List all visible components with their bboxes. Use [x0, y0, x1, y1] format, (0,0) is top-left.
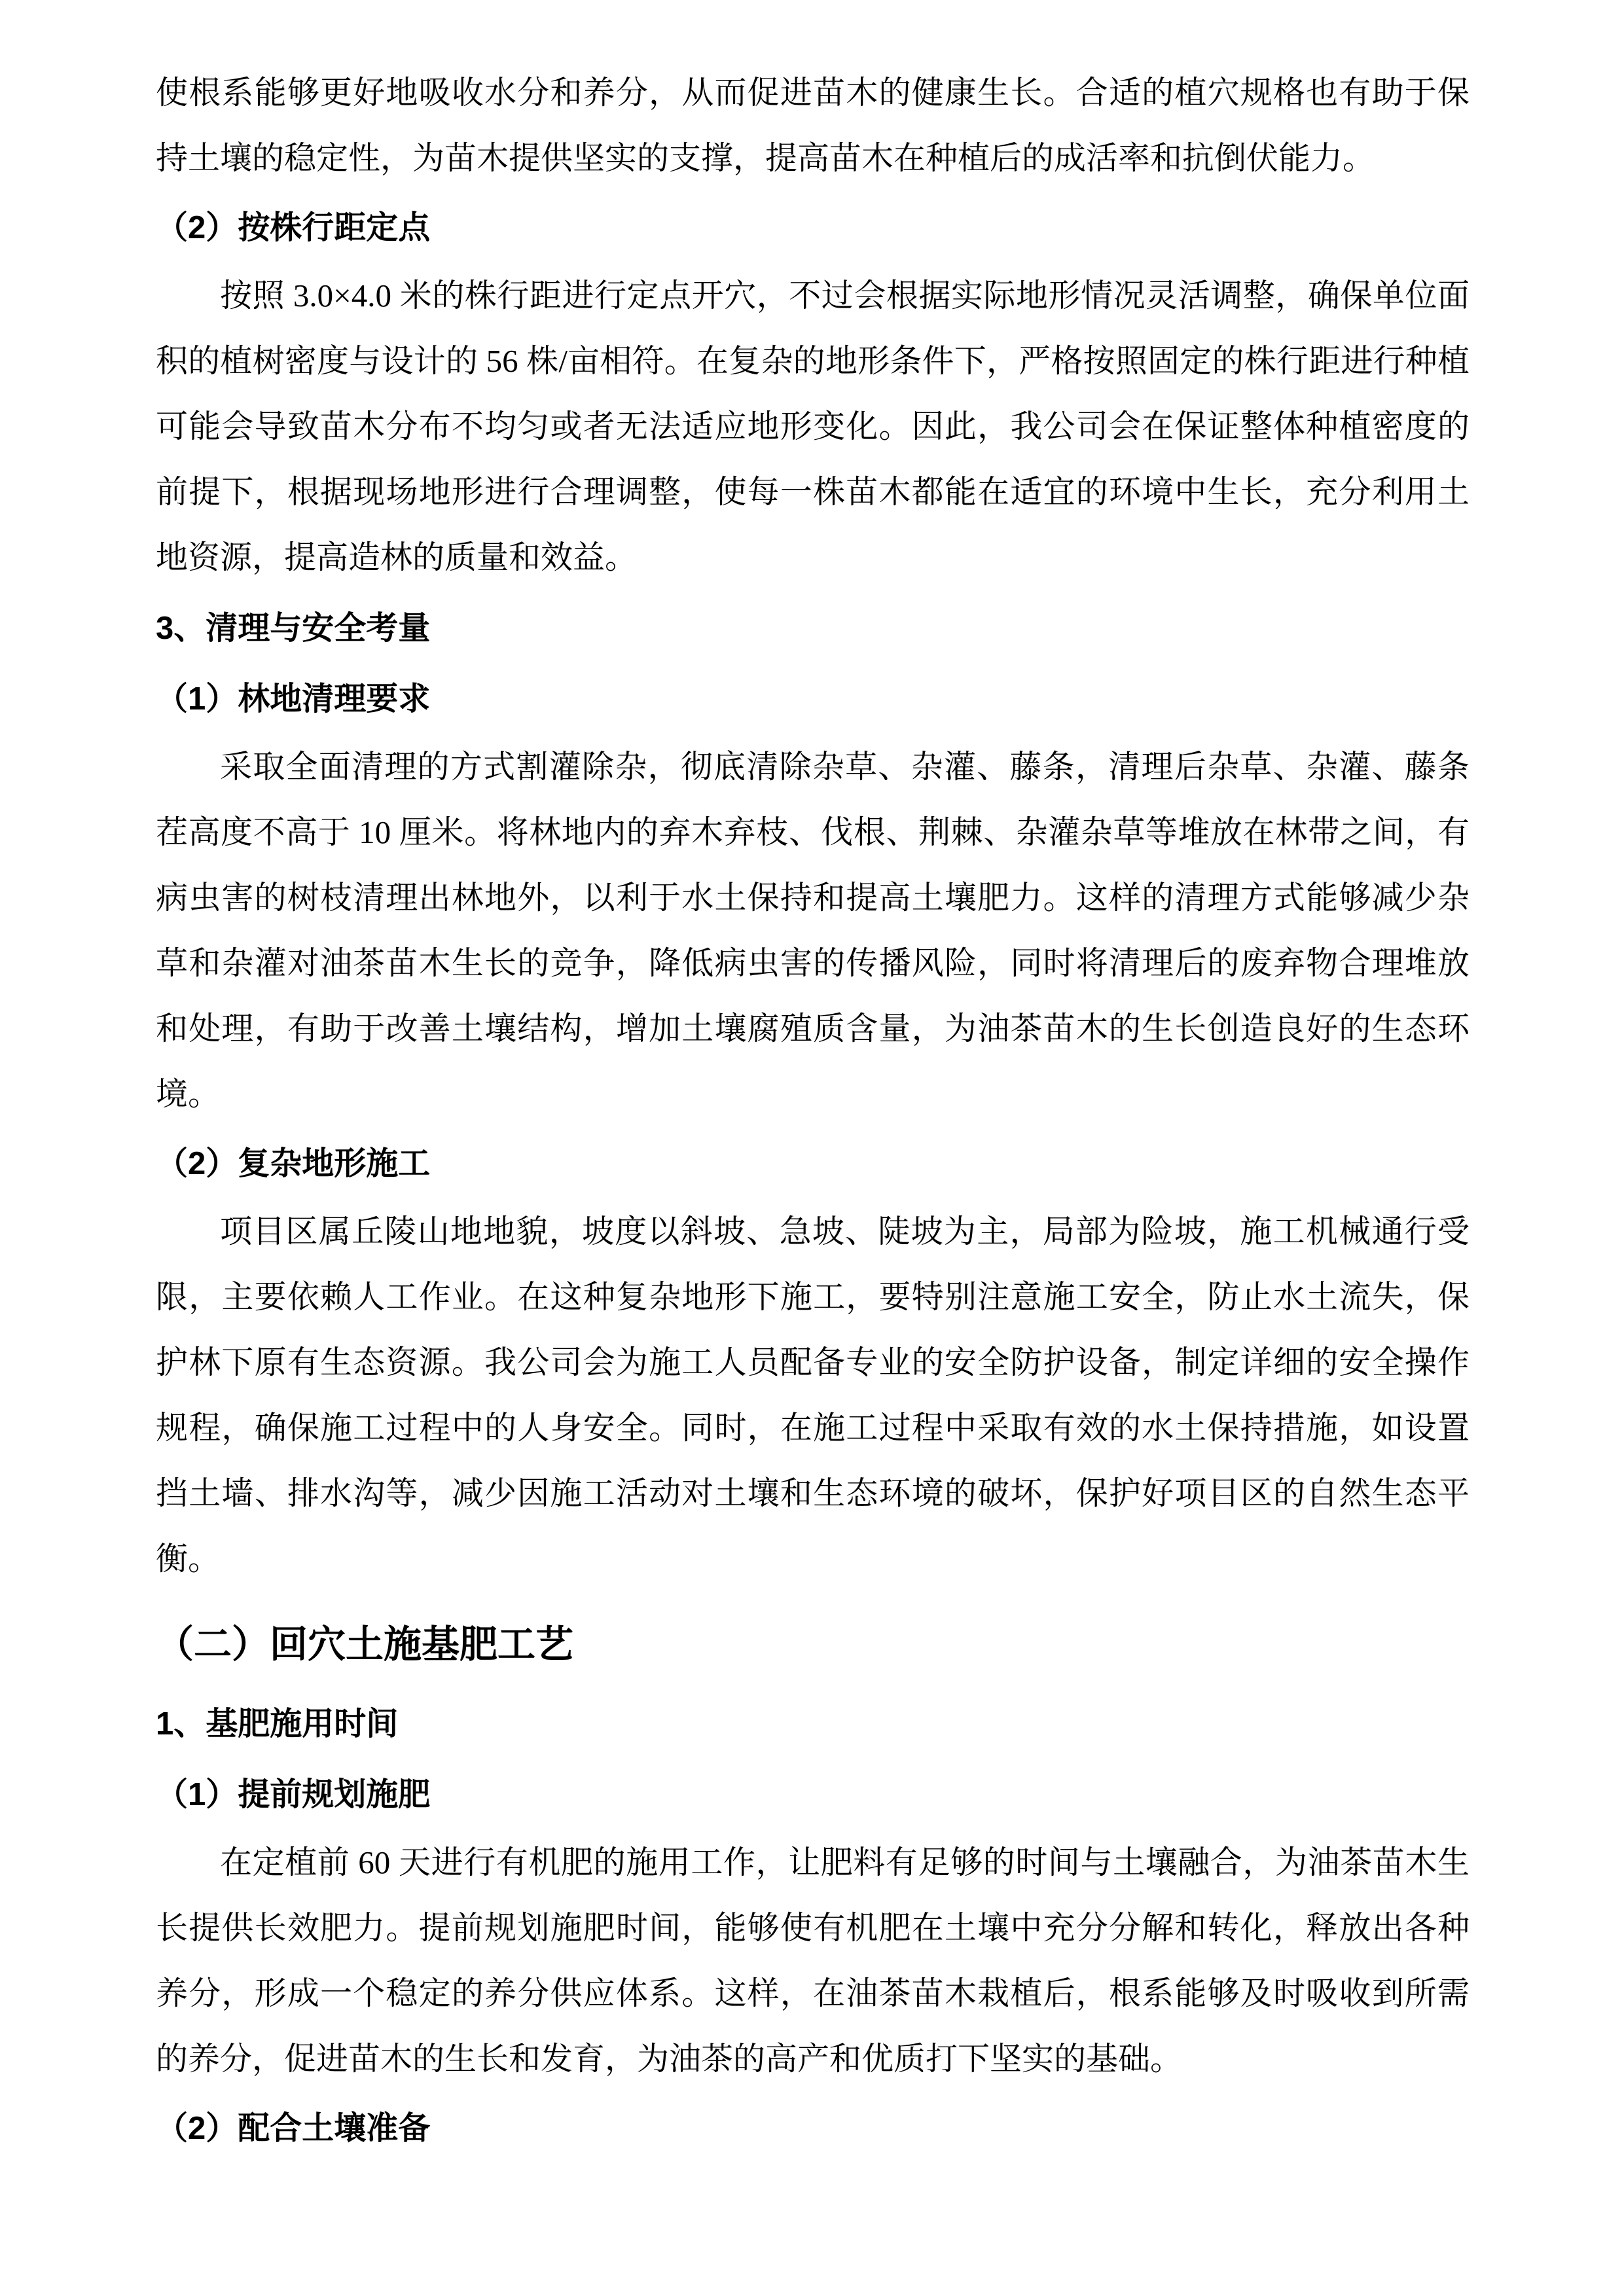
paragraph-continued: 使根系能够更好地吸收水分和养分，从而促进苗木的健康生长。合适的植穴规格也有助于保持土壤的稳定性，为苗木提供坚实的支撑，提高苗木在种植后的成活率和抗倒伏能力。	[156, 75, 1470, 176]
subsection-heading-clearing-requirements: （1）林地清理要求	[156, 681, 431, 717]
chapter-heading-base-fertilizer: （二）回穴土施基肥工艺	[156, 1623, 574, 1666]
subsection-heading-complex-terrain: （2）复杂地形施工	[156, 1146, 431, 1181]
subsection-heading-advance-planning: （1）提前规划施肥	[156, 1777, 431, 1812]
paragraph-spacing-points: 按照 3.0×4.0 米的株行距进行定点开穴，不过会根据实际地形情况灵活调整，确保单位面积的植树密度与设计的 56 株/亩相符。在复杂的地形条件下，严格按照固定的株行距进行种植可能会导致苗木分布不均匀或者无法适应地形变化。因此，我公司会在保证整体种植密度的前提下，根据现场地形进行合理调整，使每一株苗木都能在适宜的环境中生长，充分利用土地资源，提高造林的质量和效益。	[156, 278, 1470, 575]
paragraph-advance-planning: 在定植前 60 天进行有机肥的施用工作，让肥料有足够的时间与土壤融合，为油茶苗木生长提供长效肥力。提前规划施肥时间，能够使有机肥在土壤中充分分解和转化，释放出各种养分，形成一个稳定的养分供应体系。这样，在油茶苗木栽植后，根系能够及时吸收到所需的养分，促进苗木的生长和发育，为油茶的高产和优质打下坚实的基础。	[156, 1844, 1470, 2077]
section-heading-clearing-safety: 3、清理与安全考量	[156, 611, 431, 646]
section-heading-fertilizer-timing: 1、基肥施用时间	[156, 1706, 399, 1742]
subsection-heading-soil-preparation: （2）配合土壤准备	[156, 2111, 431, 2146]
subsection-heading-spacing-points: （2）按株行距定点	[156, 210, 431, 245]
paragraph-complex-terrain: 项目区属丘陵山地地貌，坡度以斜坡、急坡、陡坡为主，局部为险坡，施工机械通行受限，主要依赖人工作业。在这种复杂地形下施工，要特别注意施工安全，防止水土流失，保护林下原有生态资源。我公司会为施工人员配备专业的安全防护设备，制定详细的安全操作规程，确保施工过程中的人身安全。同时，在施工过程中采取有效的水土保持措施，如设置挡土墙、排水沟等，减少因施工活动对土壤和生态环境的破坏，保护好项目区的自然生态平衡。	[156, 1213, 1470, 1577]
paragraph-clearing-requirements: 采取全面清理的方式割灌除杂，彻底清除杂草、杂灌、藤条，清理后杂草、杂灌、藤条茬高度不高于 10 厘米。将林地内的弃木弃枝、伐根、荆棘、杂灌杂草等堆放在林带之间，有病虫害的树枝清理出林地外，以利于水土保持和提高土壤肥力。这样的清理方式能够减少杂草和杂灌对油茶苗木生长的竞争，降低病虫害的传播风险，同时将清理后的废弃物合理堆放和处理，有助于改善土壤结构，增加土壤腐殖质含量，为油茶苗木的生长创造良好的生态环境。	[156, 749, 1470, 1112]
